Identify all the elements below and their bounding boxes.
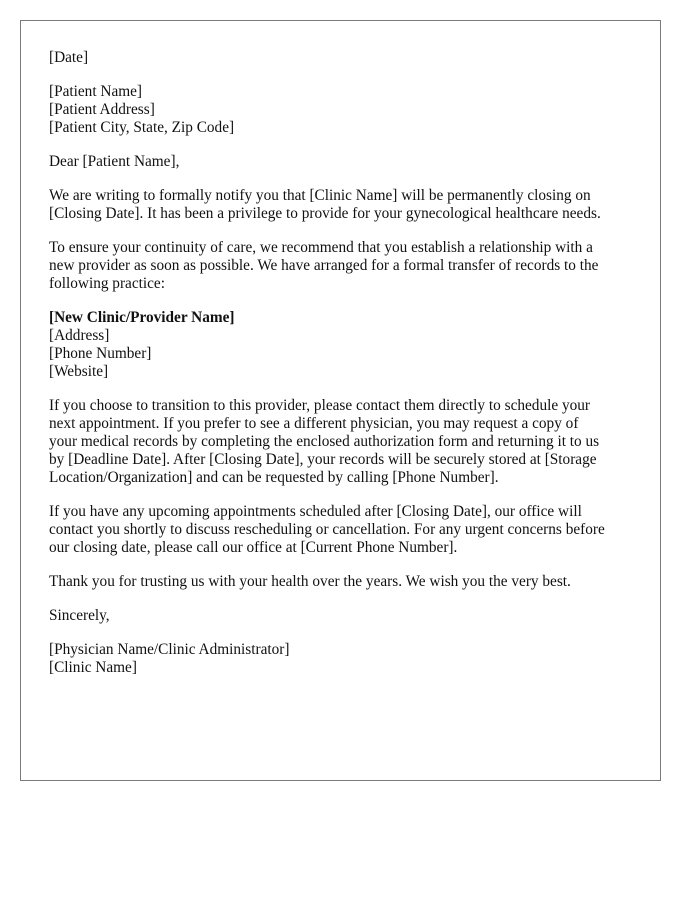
paragraph-line: To ensure your continuity of care, we recommend that you establish a relationship with a bbox=[49, 239, 593, 256]
paragraph-line: Thank you for trusting us with your health over the years. We wish you the very best. bbox=[49, 573, 571, 590]
letter-body bbox=[49, 49, 649, 693]
recipient-block bbox=[49, 83, 649, 137]
closing-notice-paragraph bbox=[49, 187, 649, 223]
signer-clinic: [Clinic Name] bbox=[49, 659, 137, 676]
paragraph-line: following practice: bbox=[49, 275, 165, 292]
appointments-paragraph bbox=[49, 503, 649, 557]
patient-address: [Patient Address] bbox=[49, 101, 155, 118]
paragraph-line: If you choose to transition to this provider, please contact them directly to schedule your bbox=[49, 397, 591, 414]
closing-text: Sincerely, bbox=[49, 607, 110, 624]
continuity-paragraph bbox=[49, 239, 649, 293]
paragraph-line: your medical records by completing the enclosed authorization form and returning it to us bbox=[49, 433, 600, 450]
patient-name: [Patient Name] bbox=[49, 83, 143, 100]
signature-block bbox=[49, 641, 649, 677]
salutation-text: Dear [Patient Name], bbox=[49, 153, 180, 170]
new-provider-phone: [Phone Number] bbox=[49, 345, 152, 362]
paragraph-line: We are writing to formally notify you that [Clinic Name] will be permanently closing on bbox=[49, 187, 591, 204]
new-provider-name: [New Clinic/Provider Name] bbox=[49, 309, 235, 326]
thank-you-paragraph bbox=[49, 573, 649, 591]
paragraph-line: our closing date, please call our office at [Current Phone Number]. bbox=[49, 539, 458, 556]
paragraph-line: next appointment. If you prefer to see a different physician, you may request a copy of bbox=[49, 415, 579, 432]
new-provider-address: [Address] bbox=[49, 327, 110, 344]
patient-city-state-zip: [Patient City, State, Zip Code] bbox=[49, 119, 235, 136]
paragraph-line: [Closing Date]. It has been a privilege to provide for your gynecological healthcare needs. bbox=[49, 205, 601, 222]
paragraph-line: If you have any upcoming appointments scheduled after [Closing Date], our office will bbox=[49, 503, 582, 520]
paragraph-line: Location/Organization] and can be requested by calling [Phone Number]. bbox=[49, 469, 499, 486]
new-provider-block bbox=[49, 309, 649, 381]
signer-name: [Physician Name/Clinic Administrator] bbox=[49, 641, 290, 658]
letter-date bbox=[49, 49, 649, 67]
date-text: [Date] bbox=[49, 49, 89, 66]
salutation bbox=[49, 153, 649, 171]
letter-page bbox=[20, 20, 661, 781]
paragraph-line: contact you shortly to discuss rescheduling or cancellation. For any urgent concerns before bbox=[49, 521, 605, 538]
closing bbox=[49, 607, 649, 625]
new-provider-website: [Website] bbox=[49, 363, 109, 380]
paragraph-line: new provider as soon as possible. We have arranged for a formal transfer of records to the bbox=[49, 257, 599, 274]
paragraph-line: by [Deadline Date]. After [Closing Date], your records will be securely stored at [Storage bbox=[49, 451, 597, 468]
records-paragraph bbox=[49, 397, 649, 487]
